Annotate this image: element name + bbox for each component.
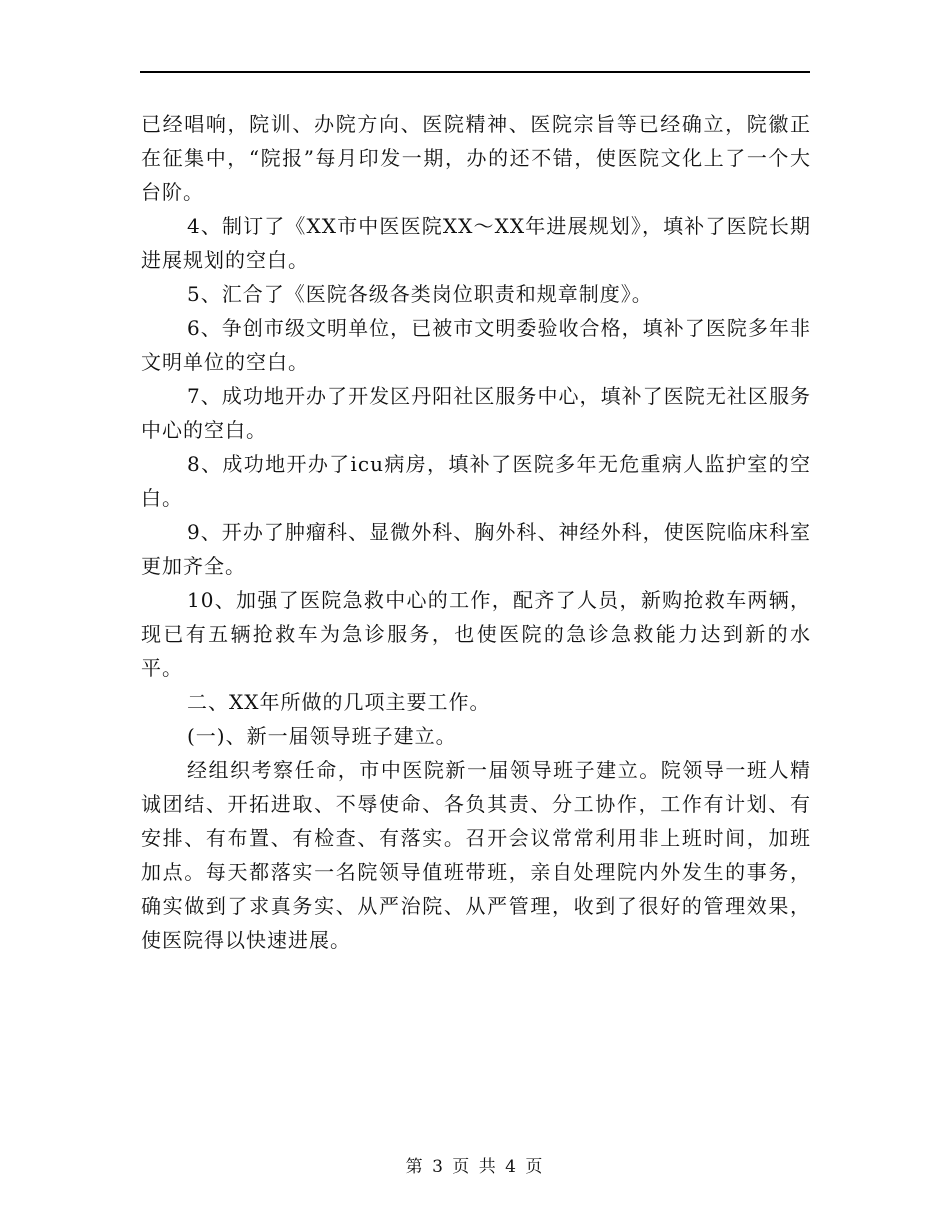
body-paragraph: 8、成功地开办了icu病房，填补了医院多年无危重病人监护室的空白。 xyxy=(141,452,811,510)
body-paragraph: 10、加强了医院急救中心的工作，配齐了人员，新购抢救车两辆，现已有五辆抢救车为急诊服务，也使医院的急诊急救能力达到新的水平。 xyxy=(141,588,811,680)
header-rule xyxy=(140,71,810,73)
body-paragraph: 已经唱响，院训、办院方向、医院精神、医院宗旨等已经确立，院徽正在征集中，“院报”每月印发一期，办的还不错，使医院文化上了一个大台阶。 xyxy=(141,112,811,204)
page-number-footer: 第 3 页 共 4 页 xyxy=(405,1157,545,1177)
body-paragraph: 4、制订了《XX市中医医院XX～XX年进展规划》，填补了医院长期进展规划的空白。 xyxy=(141,214,811,272)
section-heading: 二、XX年所做的几项主要工作。 xyxy=(187,690,491,714)
body-paragraph: 5、汇合了《医院各级各类岗位职责和规章制度》。 xyxy=(187,282,653,306)
body-paragraph: 7、成功地开办了开发区丹阳社区服务中心，填补了医院无社区服务中心的空白。 xyxy=(141,384,811,442)
body-paragraph: 9、开办了肿瘤科、显微外科、胸外科、神经外科，使医院临床科室更加齐全。 xyxy=(141,520,811,578)
body-paragraph: 6、争创市级文明单位，已被市文明委验收合格，填补了医院多年非文明单位的空白。 xyxy=(141,316,811,374)
document-body xyxy=(141,107,811,957)
subsection-heading: (一)、新一届领导班子建立。 xyxy=(187,724,457,748)
body-paragraph: 经组织考察任命，市中医院新一届领导班子建立。院领导一班人精诚团结、开拓进取、不辱使命、各负其责、分工协作，工作有计划、有安排、有布置、有检查、有落实。召开会议常常利用非上班时间，加班加点。每天都落实一名院领导值班带班，亲自处理院内外发生的事务，确实做到了求真务实、从严治院、从严管理，收到了很好的管理效果，使医院得以快速进展。 xyxy=(141,758,811,952)
